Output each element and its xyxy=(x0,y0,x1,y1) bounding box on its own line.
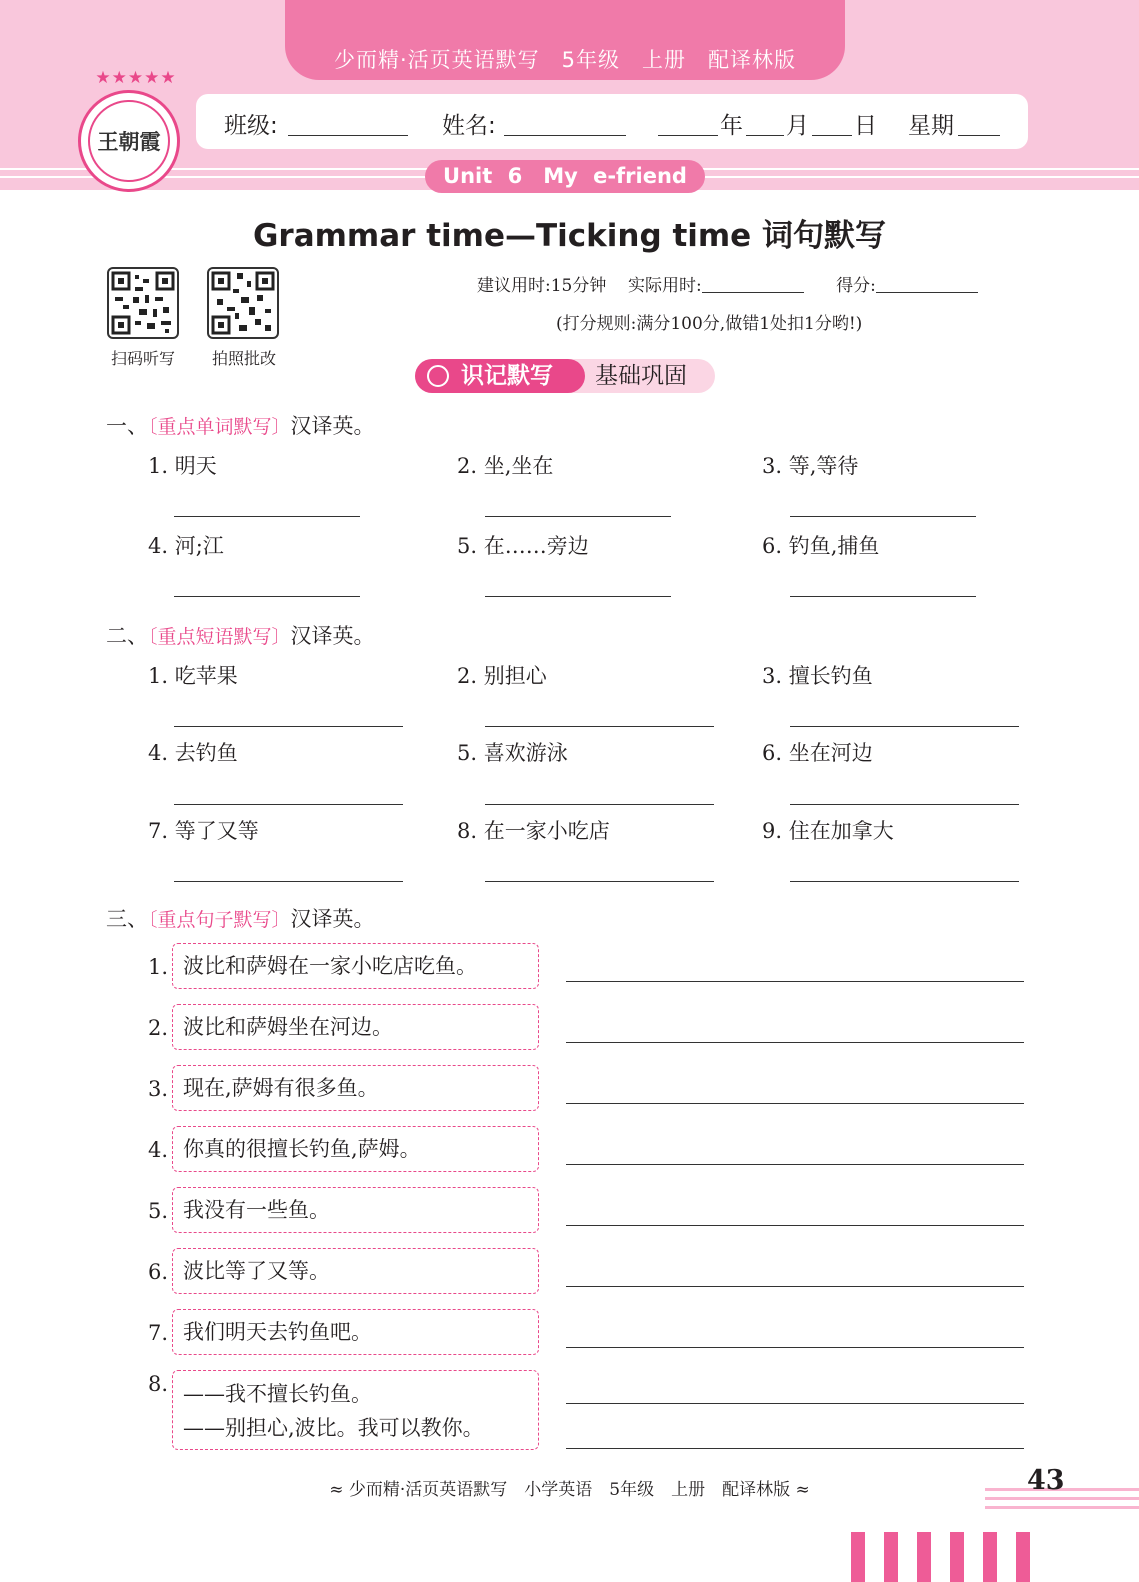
score-field[interactable] xyxy=(876,292,978,293)
answer-line[interactable] xyxy=(566,1225,1024,1226)
week-label: 星期 xyxy=(908,113,954,139)
qr-label-listen: 扫码听写 xyxy=(110,349,175,368)
phrase-item: 5. 喜欢游泳 xyxy=(457,741,568,765)
answer-line[interactable] xyxy=(485,596,671,597)
answer-line[interactable] xyxy=(485,516,671,517)
footer-wave xyxy=(985,1497,1139,1500)
word-item: 2. 坐,坐在 xyxy=(457,454,554,478)
word-item: 1. 明天 xyxy=(148,454,217,478)
dialogue-line: ——别担心,波比。我可以教你。 xyxy=(183,1416,484,1440)
decor-stripe xyxy=(1016,1532,1030,1582)
phrase-item: 8. 在一家小吃店 xyxy=(457,819,610,843)
sentence-number: 2. xyxy=(148,1016,169,1040)
logo xyxy=(78,90,180,192)
phrase-item: 2. 别担心 xyxy=(457,664,547,688)
answer-line[interactable] xyxy=(790,726,1019,727)
answer-line[interactable] xyxy=(174,596,360,597)
sentence-box: 你真的很擅长钓鱼,萨姆。 xyxy=(172,1126,539,1172)
section-2-tag: 〔重点短语默写〕 xyxy=(148,626,291,648)
actual-time-field[interactable] xyxy=(702,292,804,293)
class-label: 班级: xyxy=(224,113,278,139)
phrase-item: 6. 坐在河边 xyxy=(762,741,873,765)
answer-line[interactable] xyxy=(566,1286,1024,1287)
answer-line[interactable] xyxy=(566,1042,1024,1043)
qr-code-correct[interactable] xyxy=(207,267,279,339)
sentence-box: 我们明天去钓鱼吧。 xyxy=(172,1309,539,1355)
class-field[interactable] xyxy=(288,135,408,136)
dialogue-line: ——我不擅长钓鱼。 xyxy=(183,1382,372,1406)
answer-line[interactable] xyxy=(566,1347,1024,1348)
decor-stripe xyxy=(884,1532,898,1582)
word-item: 5. 在……旁边 xyxy=(457,534,589,558)
year-label: 年 xyxy=(720,113,743,139)
sentence-number: 1. xyxy=(148,955,169,979)
sentence-box: 波比和萨姆在一家小吃店吃鱼。 xyxy=(172,943,539,989)
answer-line[interactable] xyxy=(790,804,1019,805)
decor-stripe xyxy=(983,1532,997,1582)
section-badge xyxy=(415,359,715,393)
decor-stripe xyxy=(851,1532,865,1582)
answer-line[interactable] xyxy=(485,804,714,805)
phrase-item: 7. 等了又等 xyxy=(148,819,259,843)
answer-line[interactable] xyxy=(174,804,403,805)
month-label: 月 xyxy=(786,113,809,139)
section-1-heading: 一、〔重点单词默写〕汉译英。 xyxy=(106,414,375,438)
qr-label-correct: 拍照批改 xyxy=(211,349,276,368)
sentence-number: 6. xyxy=(148,1260,169,1284)
page-number: 43 xyxy=(1027,1465,1065,1496)
logo-text: 王朝霞 xyxy=(88,100,170,182)
answer-line[interactable] xyxy=(566,981,1024,982)
answer-line[interactable] xyxy=(566,1164,1024,1165)
word-item: 4. 河;江 xyxy=(148,534,224,558)
suggested-time: 建议用时:15分钟 xyxy=(477,276,607,296)
answer-line[interactable] xyxy=(174,726,403,727)
year-field[interactable] xyxy=(658,135,718,136)
badge-secondary-text: 基础巩固 xyxy=(595,363,687,389)
decor-stripe xyxy=(950,1532,964,1582)
dialogue-box xyxy=(172,1370,539,1450)
actual-time-label: 实际用时: xyxy=(627,276,702,296)
answer-line[interactable] xyxy=(566,1448,1024,1449)
phrase-item: 3. 擅长钓鱼 xyxy=(762,664,873,688)
week-field[interactable] xyxy=(958,135,1000,136)
stars-icon: ★★★★★ xyxy=(95,68,177,88)
page-title: Grammar time—Ticking time 词句默写 xyxy=(252,218,887,254)
answer-line[interactable] xyxy=(485,726,714,727)
footer-wave xyxy=(985,1506,1139,1509)
answer-line[interactable] xyxy=(485,881,714,882)
sentence-number: 3. xyxy=(148,1077,169,1101)
answer-line[interactable] xyxy=(790,516,976,517)
name-label: 姓名: xyxy=(442,113,496,139)
answer-line[interactable] xyxy=(790,881,1019,882)
score-label: 得分: xyxy=(836,276,876,296)
day-field[interactable] xyxy=(812,135,852,136)
phrase-item: 4. 去钓鱼 xyxy=(148,741,238,765)
section-1-tag: 〔重点单词默写〕 xyxy=(148,416,291,438)
unit-label: Unit 6 My e-friend xyxy=(425,160,705,193)
sentence-number: 4. xyxy=(148,1138,169,1162)
footer-text: ≈ 少而精·活页英语默写 小学英语 5年级 上册 配译林版 ≈ xyxy=(329,1480,810,1500)
badge-primary-text: 识记默写 xyxy=(461,363,553,389)
section-3-heading: 三、〔重点句子默写〕汉译英。 xyxy=(106,907,375,931)
badge-primary xyxy=(415,359,585,393)
day-label: 日 xyxy=(854,113,877,139)
phrase-item: 9. 住在加拿大 xyxy=(762,819,894,843)
phrase-item: 1. 吃苹果 xyxy=(148,664,238,688)
answer-line[interactable] xyxy=(174,516,360,517)
student-info-bar xyxy=(196,94,1028,149)
sentence-box: 波比等了又等。 xyxy=(172,1248,539,1294)
medal-icon xyxy=(427,365,449,387)
answer-line[interactable] xyxy=(566,1403,1024,1404)
month-field[interactable] xyxy=(746,135,784,136)
sentence-box: 现在,萨姆有很多鱼。 xyxy=(172,1065,539,1111)
timing-row xyxy=(477,271,978,296)
section-3-tag: 〔重点句子默写〕 xyxy=(148,909,291,931)
sentence-number: 5. xyxy=(148,1199,169,1223)
sentence-number: 7. xyxy=(148,1321,169,1345)
section-2-heading: 二、〔重点短语默写〕汉译英。 xyxy=(106,624,375,648)
answer-line[interactable] xyxy=(566,1103,1024,1104)
series-title: 少而精·活页英语默写 5年级 上册 配译林版 xyxy=(333,48,797,72)
decor-stripe xyxy=(917,1532,931,1582)
sentence-number: 8. xyxy=(148,1372,169,1396)
name-field[interactable] xyxy=(504,135,626,136)
scoring-rules: (打分规则:满分100分,做错1处扣1分哟!) xyxy=(556,314,863,334)
sentence-box: 我没有一些鱼。 xyxy=(172,1187,539,1233)
word-item: 3. 等,等待 xyxy=(762,454,859,478)
sentence-box: 波比和萨姆坐在河边。 xyxy=(172,1004,539,1050)
qr-code-listen[interactable] xyxy=(107,267,179,339)
answer-line[interactable] xyxy=(174,881,403,882)
answer-line[interactable] xyxy=(790,596,976,597)
word-item: 6. 钓鱼,捕鱼 xyxy=(762,534,880,558)
